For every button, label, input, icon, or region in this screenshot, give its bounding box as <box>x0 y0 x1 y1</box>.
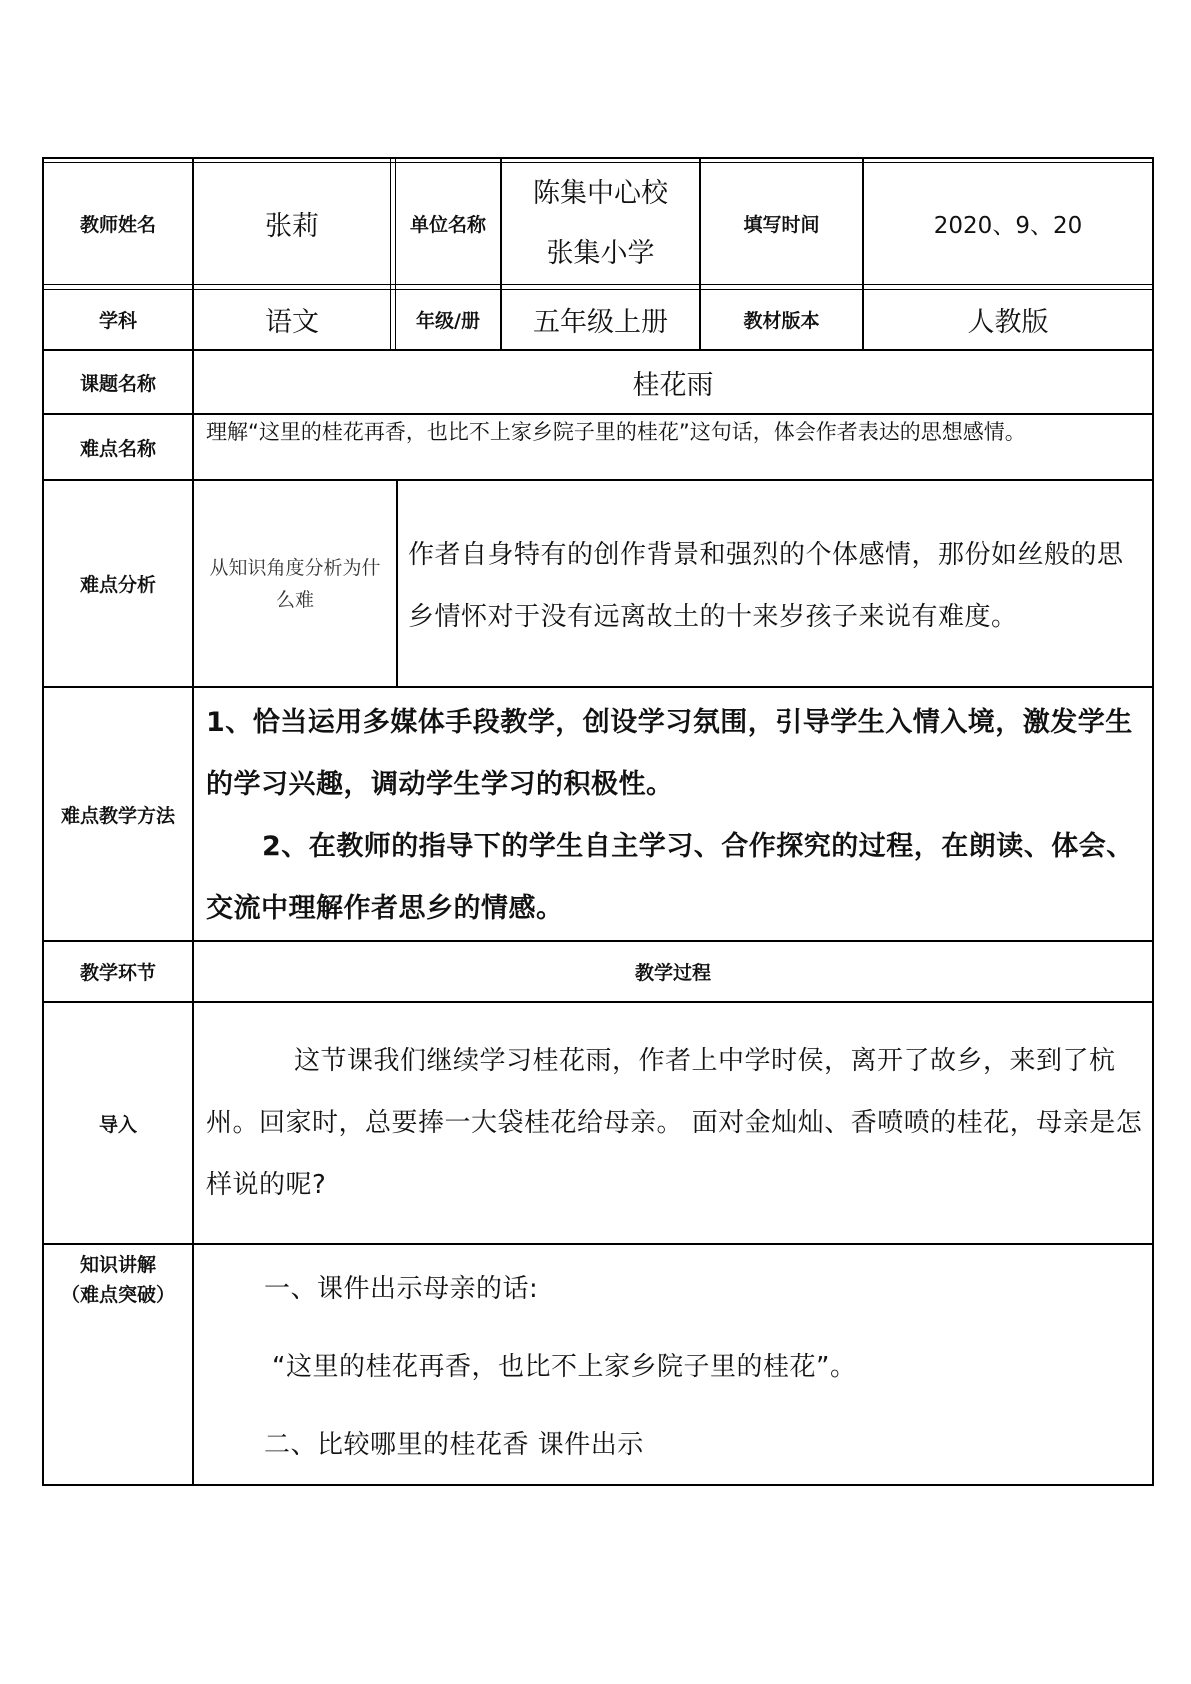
subject-label: 学科 <box>98 310 137 332</box>
method-paragraph-2: 2、在教师的指导下的学生自主学习、合作探究的过程，在朗读、体会、交流中理解作者思乡的情感。 <box>206 831 1134 924</box>
textbook-value: 人教版 <box>967 307 1049 338</box>
method-paragraph-1: 1、恰当运用多媒体手段教学，创设学习氛围，引导学生入情入境，激发学生的学习兴趣，调动学生学习的积极性。 <box>206 707 1133 800</box>
row-line-8 <box>42 1243 1154 1245</box>
row-line-7 <box>42 1001 1154 1003</box>
table-border-right <box>1152 157 1154 1486</box>
analysis-label: 难点分析 <box>79 574 156 596</box>
analysis-value: 作者自身特有的创作背景和强烈的个体感情，那份如丝般的思乡情怀对于没有远离故土的十来岁孩子来说有难度。 <box>408 540 1124 632</box>
knowledge-paragraph-1: 一、课件出示母亲的话: <box>264 1274 539 1304</box>
teacher-name-label: 教师姓名 <box>79 214 156 236</box>
method-label: 难点教学方法 <box>60 804 175 827</box>
knowledge-label-line1: 知识讲解 <box>79 1254 156 1276</box>
knowledge-label-line2: （难点突破） <box>60 1284 175 1306</box>
grade-label: 年级/册 <box>416 310 480 332</box>
unit-name-line2: 张集小学 <box>546 237 655 269</box>
analysis-sub-label: 从知识角度分析为什么难 <box>209 556 381 611</box>
fill-time-label: 填写时间 <box>743 214 820 236</box>
table-border-bottom <box>42 1484 1154 1486</box>
intro-label: 导入 <box>98 1113 137 1136</box>
unit-name-label: 单位名称 <box>409 214 486 236</box>
knowledge-content <box>206 1250 1148 1482</box>
knowledge-paragraph-3: 二、比较哪里的桂花香 课件出示 <box>264 1430 644 1460</box>
row-line-3 <box>42 413 1154 415</box>
process-header-label: 教学过程 <box>634 962 711 984</box>
subject-value: 语文 <box>265 307 319 338</box>
unit-name-value <box>502 163 699 284</box>
knowledge-label <box>44 1247 192 1313</box>
row-line-1 <box>42 284 1154 285</box>
difficulty-value: 理解“这里的桂花再香，也比不上家乡院子里的桂花”这句话，体会作者表达的思想感情。 <box>206 420 1026 444</box>
intro-value: 这节课我们继续学习桂花雨，作者上中学时侯，离开了故乡，来到了杭州。回家时，总要捧一大袋桂花给母亲。 面对金灿灿、香喷喷的桂花，母亲是怎样说的呢? <box>206 1046 1143 1200</box>
knowledge-paragraph-2: “这里的桂花再香，也比不上家乡院子里的桂花”。 <box>272 1352 857 1382</box>
difficulty-label: 难点名称 <box>79 437 156 460</box>
method-content <box>206 692 1148 937</box>
row-line-5 <box>42 686 1154 688</box>
fill-time-value: 2020、9、20 <box>933 213 1083 239</box>
table-border-top <box>42 157 1154 159</box>
textbook-label: 教材版本 <box>743 310 820 332</box>
topic-label: 课题名称 <box>79 372 156 395</box>
col-line-2 <box>390 157 391 351</box>
col-line-analysis <box>396 479 398 688</box>
teacher-name-value: 张莉 <box>265 211 319 242</box>
stage-header-label: 教学环节 <box>79 962 156 984</box>
grade-value: 五年级上册 <box>533 307 668 338</box>
unit-name-line1: 陈集中心校 <box>533 177 668 209</box>
topic-value: 桂花雨 <box>632 369 714 401</box>
